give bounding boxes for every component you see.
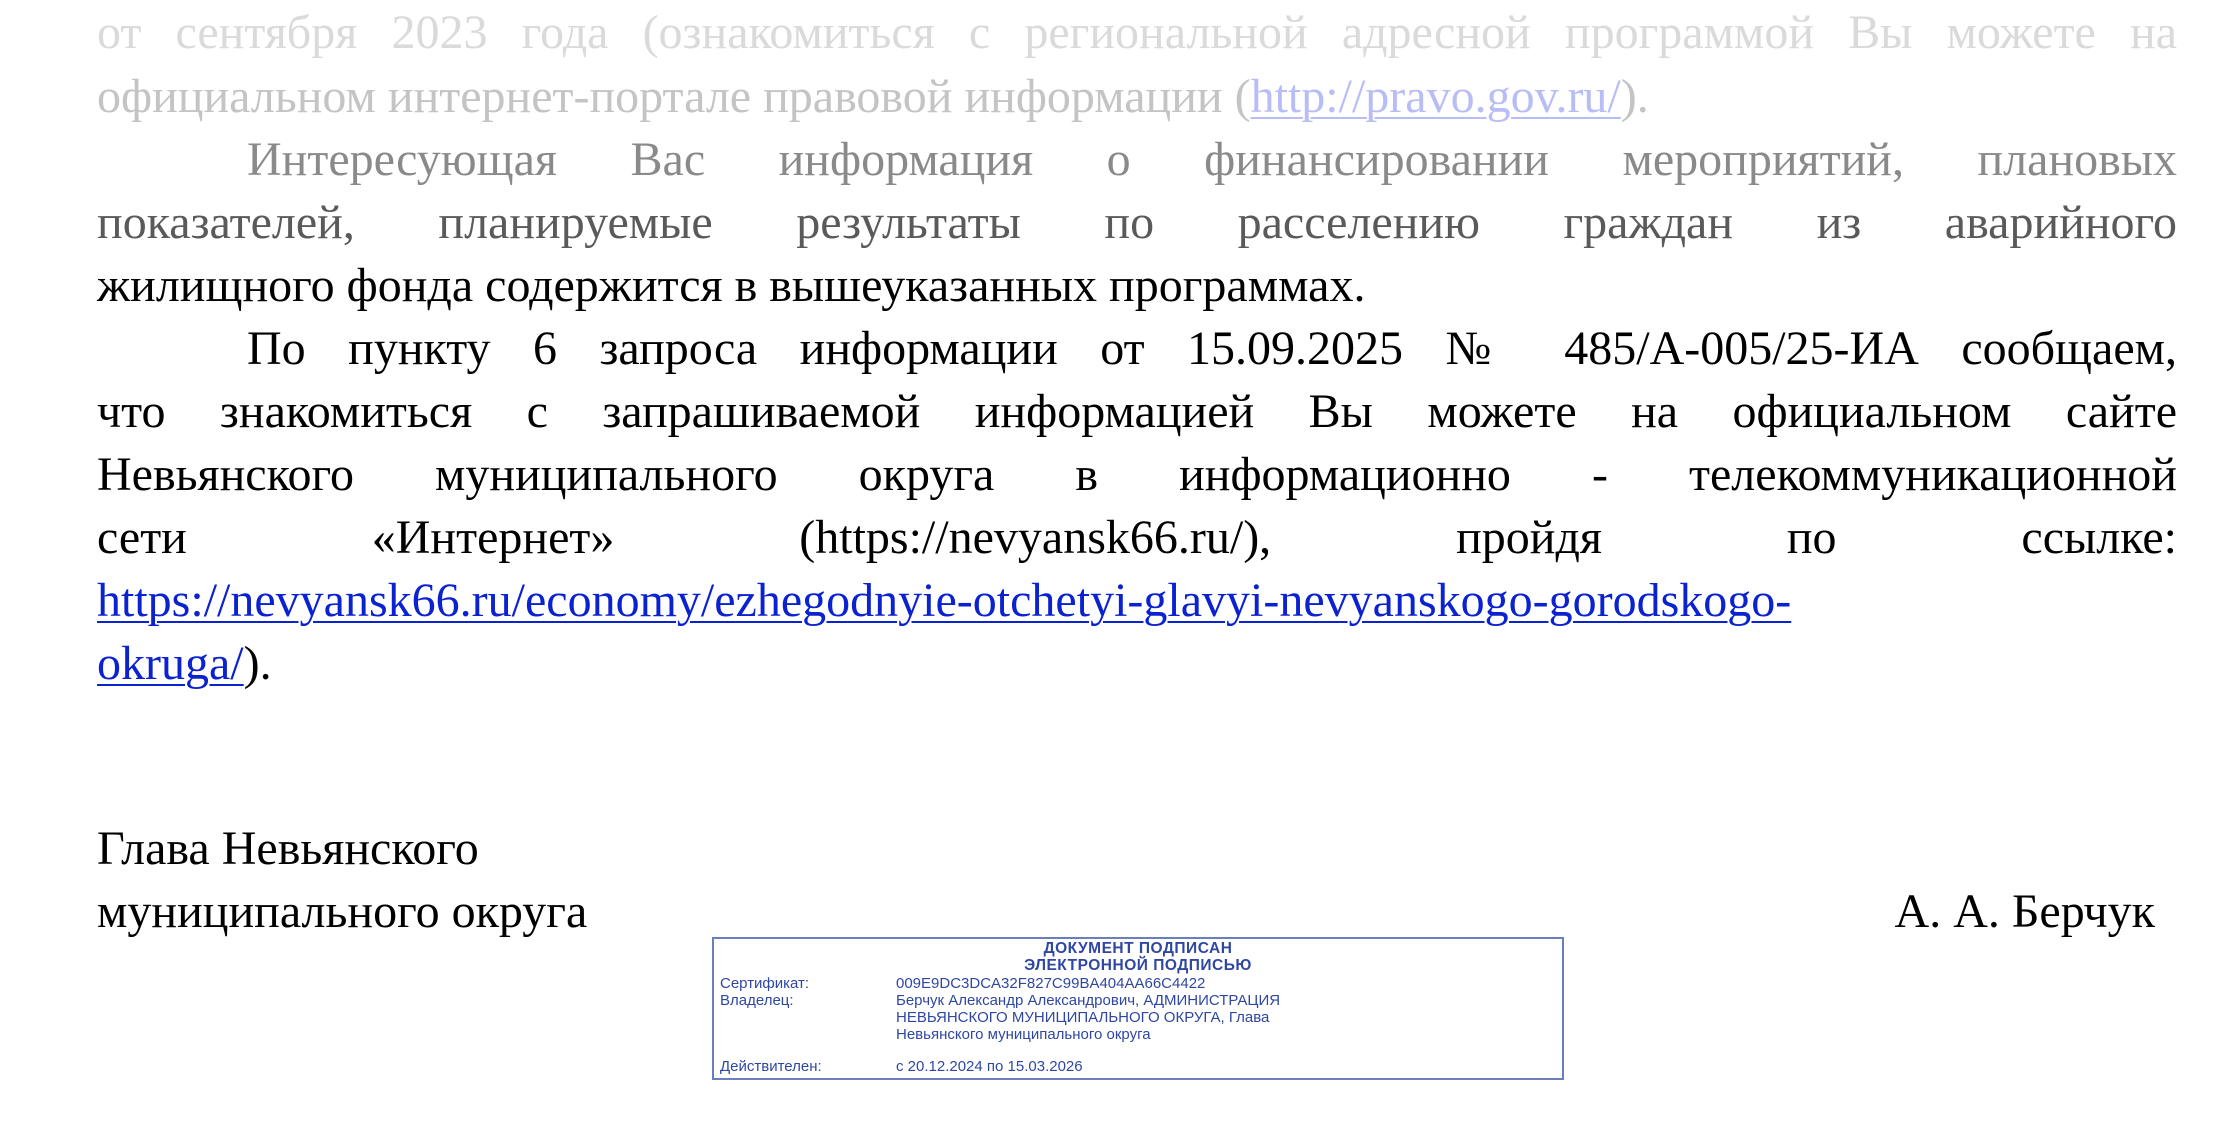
paragraph-1-line-1: от сентября 2023 года (ознакомиться с региональной адресной программой Вы можете на bbox=[97, 6, 2177, 59]
nevyansk-report-link-continued[interactable]: okruga/ bbox=[97, 637, 244, 690]
paragraph-2-line-1: Интересующая Вас информация о финансировании мероприятий, плановых bbox=[247, 133, 2177, 186]
pravo-link[interactable]: http://pravo.gov.ru/ bbox=[1250, 70, 1621, 123]
paragraph-3-line-1: По пункту 6 запроса информации от 15.09.2025 № 485/А-005/25-ИА сообщаем, bbox=[247, 322, 2177, 375]
stamp-owner-label: Владелец: bbox=[720, 992, 794, 1009]
signatory-name: А. А. Берчук bbox=[1894, 885, 2155, 938]
signature-title-line-1: Глава Невьянского bbox=[97, 822, 479, 875]
paragraph-1-text: официальном интернет-портале правовой информации ( bbox=[97, 70, 1251, 123]
paragraph-1-close: ). bbox=[1620, 70, 1649, 123]
stamp-valid-label: Действителен: bbox=[720, 1058, 822, 1075]
stamp-header-line-2: ЭЛЕКТРОННОЙ ПОДПИСЬЮ bbox=[1024, 957, 1252, 974]
stamp-valid-value: с 20.12.2024 по 15.03.2026 bbox=[896, 1058, 1083, 1075]
stamp-owner-line-3: Невьянского муниципального округа bbox=[896, 1026, 1151, 1043]
signature-title-line-2: муниципального округа bbox=[97, 885, 588, 938]
stamp-owner-line-1: Берчук Александр Александрович, АДМИНИСТРАЦИЯ bbox=[896, 992, 1281, 1009]
stamp-certificate-value: 009E9DC3DCA32F827C99BA404AA66C4422 bbox=[896, 975, 1206, 992]
paragraph-3-close: ). bbox=[243, 637, 272, 690]
paragraph-3-line-4: сети «Интернет» (https://nevyansk66.ru/), пройдя по ссылке: bbox=[97, 511, 2177, 564]
nevyansk-report-link[interactable]: https://nevyansk66.ru/economy/ezhegodnyie-otchetyi-glavyi-nevyanskogo-gorodskogo- bbox=[97, 574, 1792, 627]
electronic-signature-stamp bbox=[712, 937, 1564, 1080]
paragraph-3-line-6 bbox=[97, 633, 2177, 695]
stamp-certificate-label: Сертификат: bbox=[720, 975, 810, 992]
paragraph-2-line-2: показателей, планируемые результаты по расселению граждан из аварийного bbox=[97, 196, 2177, 249]
paragraph-1-line-2 bbox=[97, 66, 2177, 128]
stamp-header bbox=[714, 940, 1562, 974]
paragraph-3-line-3: Невьянского муниципального округа в информационно - телекоммуникационной bbox=[97, 448, 2177, 501]
stamp-header-line-1: ДОКУМЕНТ ПОДПИСАН bbox=[1043, 940, 1233, 957]
paragraph-2-line-3: жилищного фонда содержится в вышеуказанных программах. bbox=[97, 259, 1366, 312]
paragraph-3-line-2: что знакомиться с запрашиваемой информацией Вы можете на официальном сайте bbox=[97, 385, 2177, 438]
stamp-owner-line-2: НЕВЬЯНСКОГО МУНИЦИПАЛЬНОГО ОКРУГА, Глава bbox=[896, 1009, 1270, 1026]
paragraph-3-line-5 bbox=[97, 570, 2177, 632]
